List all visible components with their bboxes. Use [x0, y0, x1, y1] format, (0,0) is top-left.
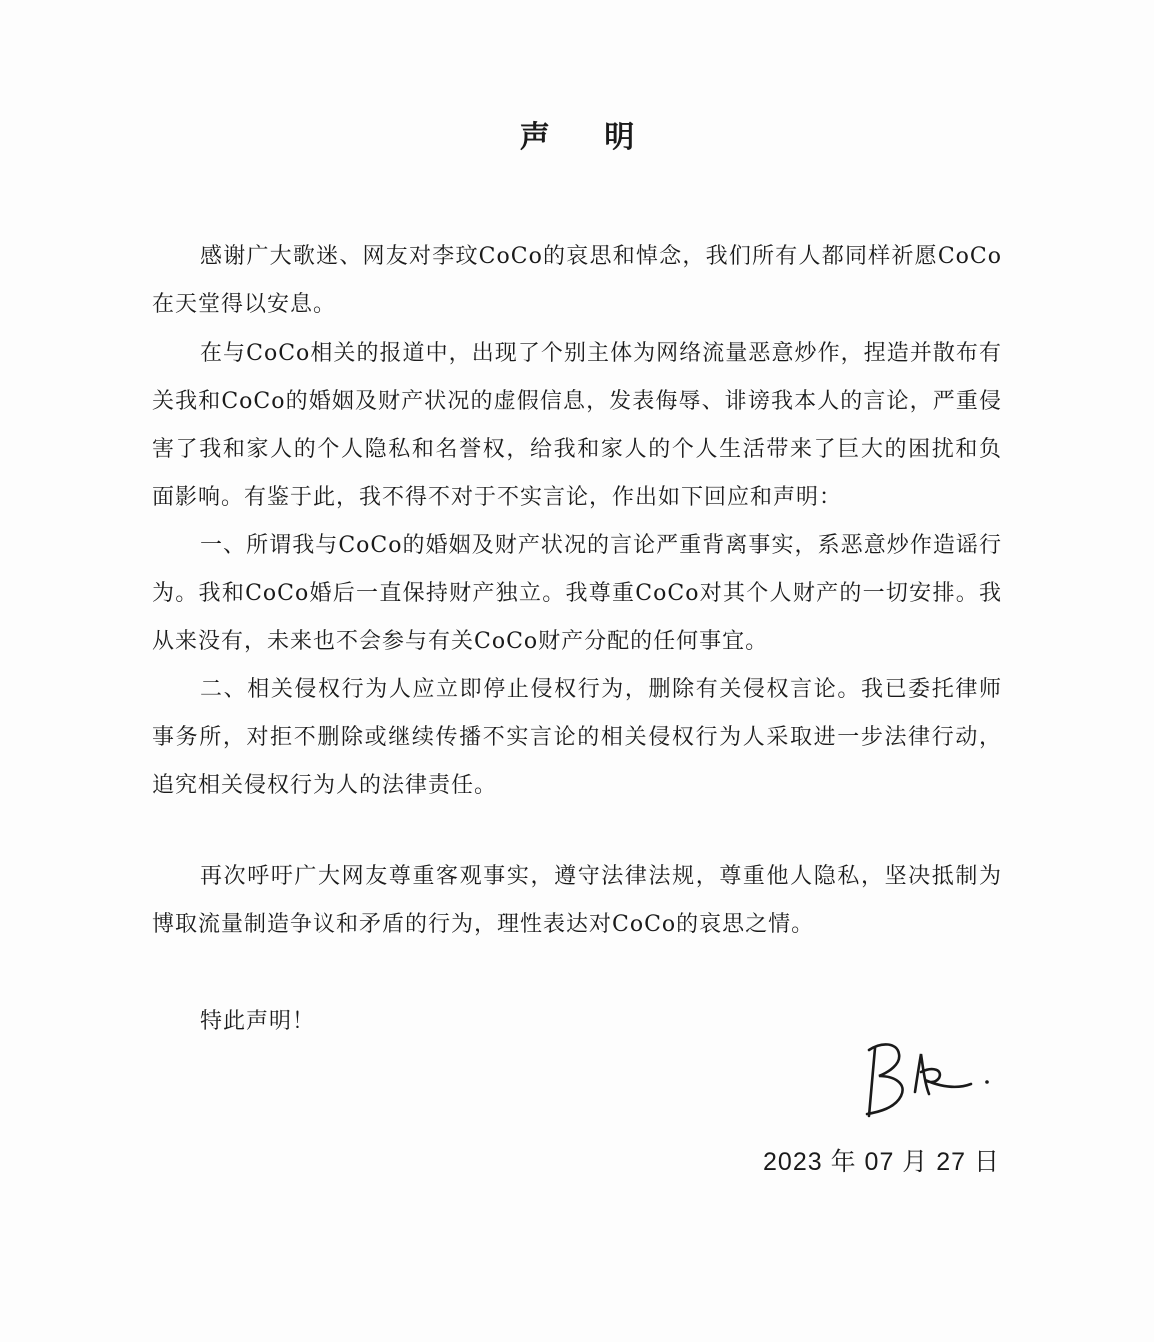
- paragraph-point-one: 一、所谓我与CoCo的婚姻及财产状况的言论严重背离事实，系恶意炒作造谣行为。我和CoCo婚后一直保持财产独立。我尊重CoCo对其个人财产的一切安排。我从来没有，未来也不会参与有关CoCo财产分配的任何事宜。: [152, 533, 1002, 654]
- paragraph-hereby-declared: 特此声明！: [200, 1009, 316, 1034]
- paragraph-block-appeal: [152, 853, 1002, 949]
- paragraph-block-intro: [152, 233, 1002, 329]
- paragraph-block-main: [152, 330, 1002, 810]
- paragraph-context: 在与CoCo相关的报道中，出现了个别主体为网络流量恶意炒作，捏造并散布有关我和CoCo的婚姻及财产状况的虚假信息，发表侮辱、诽谤我本人的言论，严重侵害了我和家人的个人隐私和名誉权，给我和家人的个人生活带来了巨大的困扰和负面影响。有鉴于此，我不得不对于不实言论，作出如下回应和声明：: [152, 341, 1002, 510]
- paragraph-point-two: 二、相关侵权行为人应立即停止侵权行为，删除有关侵权言论。我已委托律师事务所，对拒不删除或继续传播不实言论的相关侵权行为人采取进一步法律行动，追究相关侵权行为人的法律责任。: [152, 677, 1002, 798]
- paragraph-condolence: 感谢广大歌迷、网友对李玟CoCo的哀思和悼念，我们所有人都同样祈愿CoCo在天堂得以安息。: [152, 244, 1002, 317]
- statement-date: 2023 年 07 月 27 日: [763, 1148, 1000, 1176]
- document-title: 声 明: [519, 120, 657, 155]
- handwritten-signature: [855, 1032, 995, 1122]
- paragraph-appeal: 再次呼吁广大网友尊重客观事实，遵守法律法规，尊重他人隐私，坚决抵制为博取流量制造争议和矛盾的行为，理性表达对CoCo的哀思之情。: [152, 864, 1002, 937]
